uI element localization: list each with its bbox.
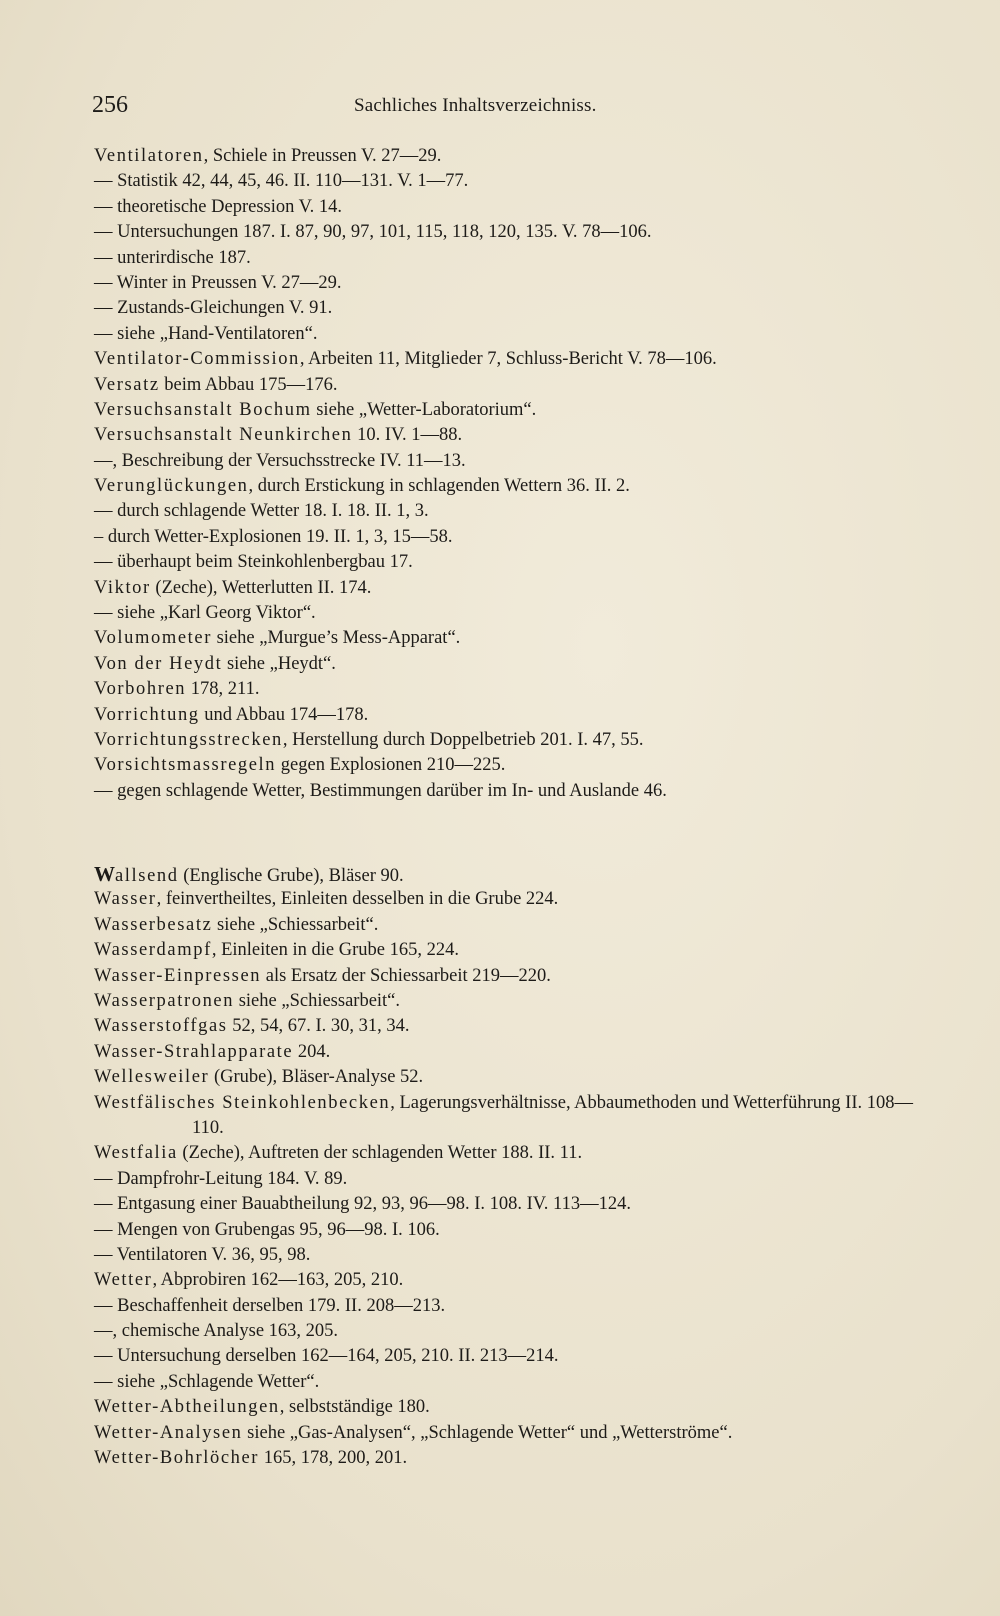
index-entry [94, 626, 924, 651]
index-entry [94, 1167, 924, 1192]
index-entry [94, 1446, 924, 1471]
index-references: (Grube), Bläser-Analyse 52. [209, 1067, 424, 1088]
index-entry [94, 525, 924, 550]
index-references: — durch schlagende Wetter 18. I. 18. II. 1, 3. [94, 501, 429, 522]
index-references: , Einleiten in die Grube 165, 224. [211, 940, 459, 961]
index-entry [94, 347, 924, 372]
index-references: 165, 178, 200, 201. [259, 1448, 408, 1469]
index-keyword: Ventilatoren [94, 146, 204, 166]
index-entry [94, 1421, 924, 1446]
index-references: 10. IV. 1—88. [352, 425, 463, 446]
index-references: , Lagerungsverhältnisse, Abbaumethoden und Wetterführung II. 108—110. [192, 1092, 913, 1138]
index-keyword: Versuchsanstalt Neunkirchen [94, 425, 353, 446]
index-references: — unterirdische 187. [94, 247, 251, 268]
index-entry [94, 144, 924, 169]
index-keyword: Versatz [94, 374, 160, 395]
index-references: — Dampfrohr-Leitung 184. V. 89. [94, 1168, 348, 1189]
index-references: (Zeche), Auftreten der schlagenden Wetter 188. II. 11. [177, 1143, 583, 1164]
index-references: —, Beschreibung der Versuchsstrecke IV. 11—13. [94, 450, 466, 471]
index-entry [94, 1218, 924, 1243]
index-references: — Untersuchung derselben 162—164, 205, 210. II. 213—214. [94, 1346, 559, 1367]
page-header [92, 92, 922, 126]
index-keyword: Wasserstoffgas [94, 1016, 228, 1037]
index-entry [94, 1395, 924, 1420]
index-references: — theoretische Depression V. 14. [94, 196, 342, 217]
index-references: (Zeche), Wetterlutten II. 174. [150, 577, 372, 598]
index-entry [94, 576, 924, 601]
index-keyword: Versuchsanstalt Bochum [94, 399, 312, 420]
index-keyword: Westfalia [94, 1143, 178, 1164]
index-references: , Abprobiren 162—163, 205, 210. [152, 1270, 404, 1291]
index-entry [94, 989, 924, 1014]
index-entry [94, 1294, 924, 1319]
index-entry [94, 1192, 924, 1217]
index-keyword: Wasser-Strahlapparate [94, 1041, 294, 1062]
index-references: siehe „Schiessarbeit“. [212, 914, 379, 935]
index-references: siehe „Wetter-Laboratorium“. [311, 399, 537, 420]
index-references: — Winter in Preussen V. 27—29. [94, 272, 342, 293]
index-entry [94, 913, 924, 938]
index-entry [94, 703, 924, 728]
index-keyword: Wetter-Analysen [94, 1422, 243, 1443]
page-number: 256 [92, 92, 128, 118]
index-entry [94, 169, 924, 194]
index-references: — siehe „Hand-Ventilatoren“. [94, 323, 318, 344]
index-references: , feinvertheiltes, Einleiten desselben in die Grube 224. [156, 889, 559, 910]
index-keyword: Wetter [94, 1270, 153, 1291]
index-entry [94, 398, 924, 423]
drop-initial: W [94, 862, 115, 886]
index-references: — Ventilatoren V. 36, 95, 98. [94, 1244, 311, 1265]
index-entry [94, 195, 924, 220]
index-entry [94, 271, 924, 296]
index-entry [94, 1243, 924, 1268]
index-entry [94, 1065, 924, 1090]
index-references: , Arbeiten 11, Mitglieder 7, Schluss-Bericht V. 78—106. [299, 349, 717, 370]
index-references: , durch Erstickung in schlagenden Wettern 36. II. 2. [248, 476, 630, 497]
index-references: 204. [293, 1041, 331, 1062]
index-entry [94, 728, 924, 753]
index-section-w [94, 862, 924, 1471]
index-keyword: Vorbohren [94, 679, 187, 700]
index-entry [94, 753, 924, 778]
index-keyword: Wasser-Einpressen [94, 965, 262, 986]
index-entry [94, 1040, 924, 1065]
index-entry [94, 220, 924, 245]
index-references: — Entgasung einer Bauabtheilung 92, 93, 96—98. I. 108. IV. 113—124. [94, 1194, 631, 1215]
index-entry [94, 1091, 924, 1142]
index-keyword: Wasser [94, 889, 157, 910]
index-entry [94, 499, 924, 524]
index-references: – durch Wetter-Explosionen 19. II. 1, 3, 15—58. [94, 526, 453, 547]
index-keyword: allsend [115, 866, 179, 886]
index-references: siehe „Heydt“. [222, 653, 336, 674]
index-keyword: Vorrichtung [94, 704, 200, 725]
index-references: — Zustands-Gleichungen V. 91. [94, 298, 333, 319]
index-entry [94, 938, 924, 963]
index-references: als Ersatz der Schiessarbeit 219—220. [261, 965, 551, 986]
index-keyword: Wasserdampf [94, 940, 212, 961]
index-entry [94, 1344, 924, 1369]
index-keyword: Wasserpatronen [94, 990, 235, 1011]
index-entry [94, 601, 924, 626]
index-keyword: Verunglückungen [94, 476, 249, 497]
index-references: siehe „Schiessarbeit“. [234, 990, 401, 1011]
index-entry [94, 423, 924, 448]
index-references: siehe „Gas-Analysen“, „Schlagende Wetter“ und „Wetterströme“. [242, 1422, 733, 1443]
index-entry [94, 449, 924, 474]
index-references: , Schiele in Preussen V. 27—29. [203, 146, 442, 166]
index-references: — Untersuchungen 187. I. 87, 90, 97, 101, 115, 118, 120, 135. V. 78—106. [94, 222, 652, 243]
index-entry [94, 1268, 924, 1293]
index-keyword: Wetter-Bohrlöcher [94, 1448, 260, 1469]
index-entry [94, 373, 924, 398]
index-entry [94, 1141, 924, 1166]
index-entry [94, 296, 924, 321]
index-references: , Herstellung durch Doppelbetrieb 201. I. 47, 55. [282, 729, 644, 750]
index-keyword: Wellesweiler [94, 1067, 210, 1088]
index-references: 52, 54, 67. I. 30, 31, 34. [227, 1016, 410, 1037]
index-keyword: Wetter-Abtheilungen [94, 1397, 280, 1418]
index-entry [94, 1319, 924, 1344]
index-references: siehe „Murgue’s Mess-Apparat“. [211, 628, 461, 649]
index-references: — Statistik 42, 44, 45, 46. II. 110—131. V. 1—77. [94, 171, 469, 192]
index-keyword: Volumometer [94, 628, 212, 649]
index-references: — siehe „Karl Georg Viktor“. [94, 603, 316, 624]
index-entry [94, 779, 924, 804]
index-references: beim Abbau 175—176. [159, 374, 338, 395]
index-references: — Beschaffenheit derselben 179. II. 208—213. [94, 1295, 446, 1316]
index-entry [94, 862, 924, 887]
index-references: — Mengen von Grubengas 95, 96—98. I. 106. [94, 1219, 440, 1240]
index-references: und Abbau 174—178. [199, 704, 369, 725]
index-entry [94, 474, 924, 499]
index-references: , selbstständige 180. [279, 1397, 430, 1418]
index-keyword: Vorrichtungsstrecken [94, 729, 283, 750]
index-section-v [94, 144, 924, 804]
index-entry [94, 652, 924, 677]
index-keyword: Viktor [94, 577, 151, 598]
index-entry [94, 322, 924, 347]
index-references: gegen Explosionen 210—225. [276, 755, 506, 776]
index-references: — überhaupt beim Steinkohlenbergbau 17. [94, 552, 413, 573]
index-entry [94, 1370, 924, 1395]
index-entry [94, 887, 924, 912]
index-entry [94, 550, 924, 575]
index-references: —, chemische Analyse 163, 205. [94, 1321, 339, 1342]
index-references: (Englische Grube), Bläser 90. [178, 866, 404, 886]
index-entry [94, 1014, 924, 1039]
index-keyword: Vorsichtsmassregeln [94, 755, 277, 776]
index-keyword: Wasserbesatz [94, 914, 213, 935]
index-keyword: Ventilator-Commission [94, 349, 300, 370]
index-references: — gegen schlagende Wetter, Bestimmungen darüber im In- und Auslande 46. [94, 780, 667, 801]
index-references: — siehe „Schlagende Wetter“. [94, 1371, 320, 1392]
index-entry [94, 964, 924, 989]
index-references: 178, 211. [186, 679, 260, 700]
index-keyword: Von der Heydt [94, 653, 223, 674]
index-keyword: Westfälisches Steinkohlenbecken [94, 1092, 391, 1113]
running-title: Sachliches Inhaltsverzeichniss. [354, 95, 597, 116]
index-entry [94, 677, 924, 702]
index-entry [94, 246, 924, 271]
